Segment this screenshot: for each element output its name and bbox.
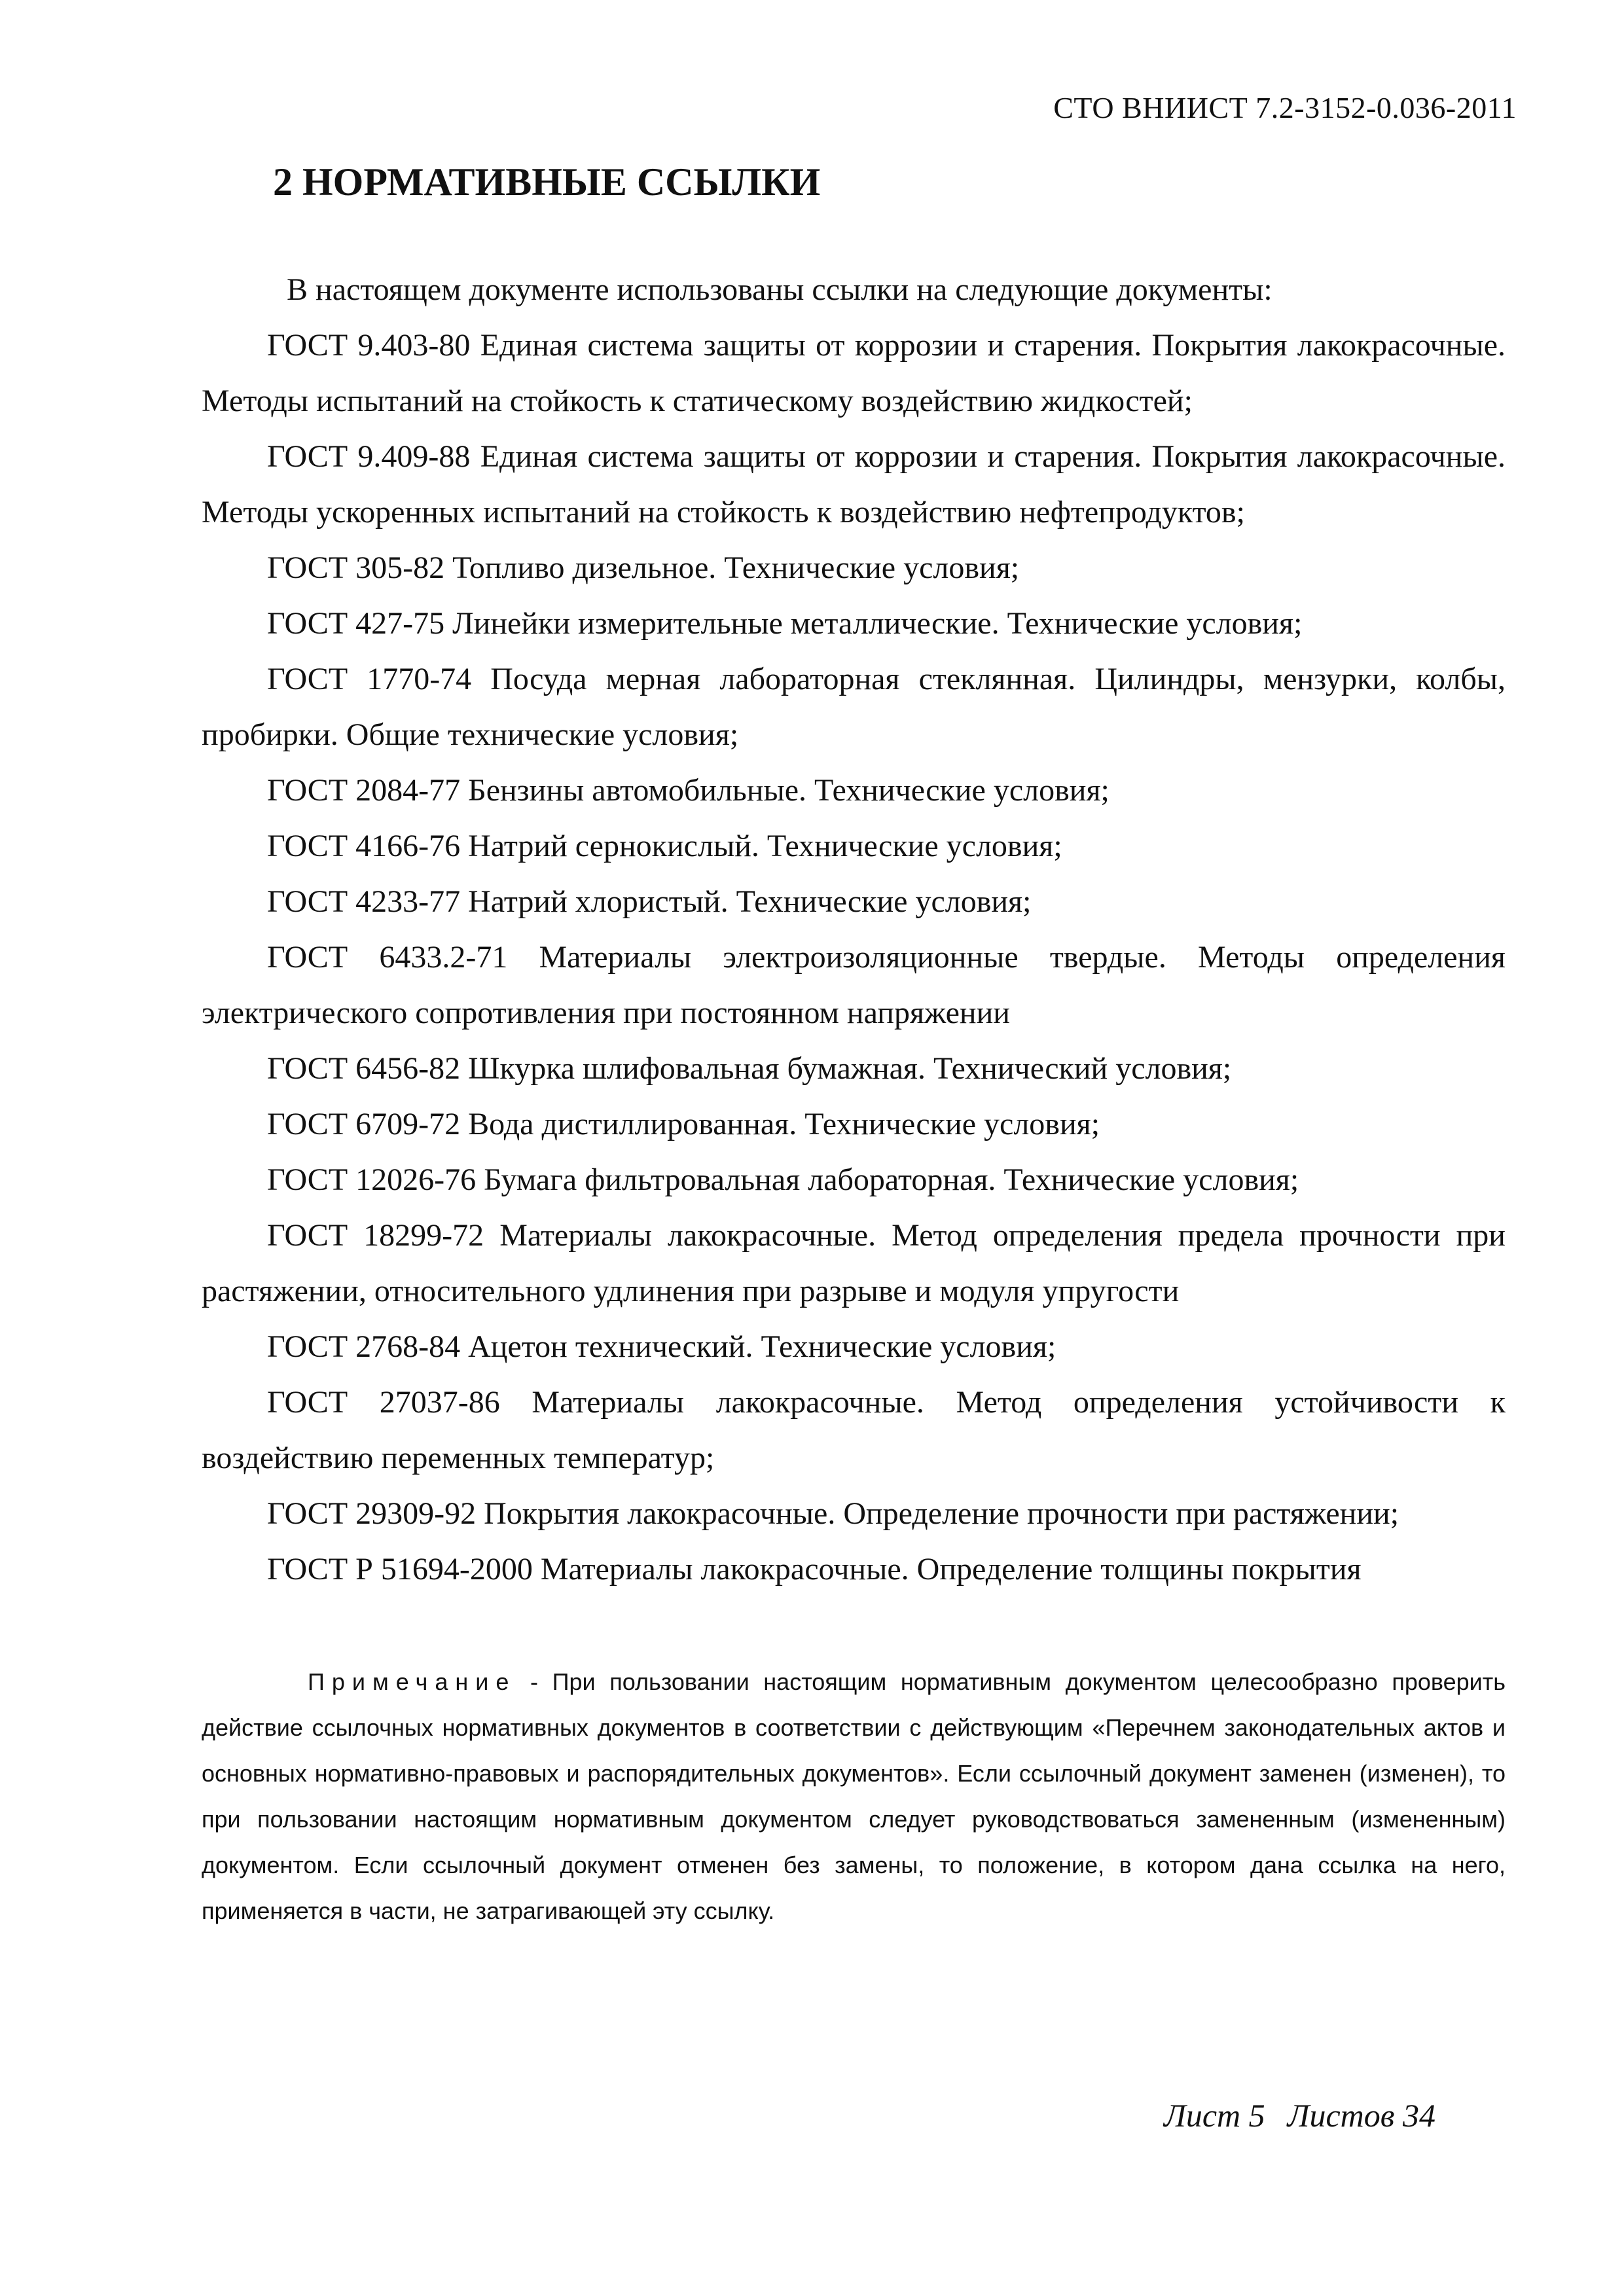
references-intro: В настоящем документе использованы ссылки на следующие документы: (287, 272, 1272, 307)
reference-item: ГОСТ 27037-86 Материалы лакокрасочные. Метод определения устойчивости к воздействию переменных температур; (202, 1385, 1506, 1475)
reference-item: ГОСТ 4166-76 Натрий сернокислый. Технические условия; (267, 829, 1062, 863)
reference-item: ГОСТ 4233-77 Натрий хлористый. Технические условия; (267, 884, 1032, 919)
sheets-total: 34 (1403, 2097, 1435, 2134)
reference-item: ГОСТ 2084-77 Бензины автомобильные. Технические условия; (267, 773, 1110, 808)
note-text: При пользовании настоящим нормативным документом целесообразно проверить действие ссылочных нормативных документов в соответствии с действующим «Перечнем законодательных актов и основных нормативно-правовых и распорядительных документов». Если ссылочный документ заменен (изменен), то при пользовании настоящим нормативным документом следует руководствоваться замененным (измененным) документом. Если ссылочный документ отменен без замены, то положение, в котором дана ссылка на него, применяется в части, не затрагивающей эту ссылку. (202, 1668, 1506, 1924)
reference-item: ГОСТ 305-82 Топливо дизельное. Технические условия; (267, 550, 1020, 585)
reference-item: ГОСТ 427-75 Линейки измерительные металлические. Технические условия; (267, 606, 1303, 641)
reference-item: ГОСТ Р 51694-2000 Материалы лакокрасочные. Определение толщины покрытия (267, 1552, 1362, 1587)
section-title: 2 НОРМАТИВНЫЕ ССЫЛКИ (273, 160, 821, 204)
reference-item: ГОСТ 6709-72 Вода дистиллированная. Технические условия; (267, 1107, 1100, 1141)
reference-item: ГОСТ 18299-72 Материалы лакокрасочные. Метод определения предела прочности при растяжении, относительного удлинения при разрыве и модуля упругости (202, 1218, 1506, 1308)
sheets-label: Листов (1287, 2097, 1395, 2134)
note-label: Примечание (308, 1668, 516, 1695)
sheet-footer (1164, 2096, 1435, 2134)
sheet-label: Лист (1163, 2097, 1241, 2134)
reference-item: ГОСТ 2768-84 Ацетон технический. Технические условия; (267, 1329, 1056, 1364)
reference-item: ГОСТ 29309-92 Покрытия лакокрасочные. Определение прочности при растяжении; (267, 1496, 1399, 1531)
reference-item: ГОСТ 9.403-80 Единая система защиты от коррозии и старения. Покрытия лакокрасочные. Методы испытаний на стойкость к статическому воздействию жидкостей; (202, 328, 1506, 418)
note-separator: - (516, 1668, 552, 1695)
sheet-number: 5 (1248, 2097, 1265, 2134)
note-paragraph (202, 1659, 1506, 1934)
reference-item: ГОСТ 12026-76 Бумага фильтровальная лабораторная. Технические условия; (267, 1162, 1299, 1197)
reference-item: ГОСТ 1770-74 Посуда мерная лабораторная стеклянная. Цилиндры, мензурки, колбы, пробирки. Общие технические условия; (202, 662, 1506, 752)
document-code: СТО ВНИИСТ 7.2-3152-0.036-2011 (1053, 91, 1517, 124)
reference-item: ГОСТ 9.409-88 Единая система защиты от коррозии и старения. Покрытия лакокрасочные. Методы ускоренных испытаний на стойкость к воздействию нефтепродуктов; (202, 439, 1506, 529)
reference-item: ГОСТ 6456-82 Шкурка шлифовальная бумажная. Технический условия; (267, 1051, 1232, 1086)
references-list (202, 262, 1506, 1597)
reference-item: ГОСТ 6433.2-71 Материалы электроизоляционные твердые. Методы определения электрического сопротивления при постоянном напряжении (202, 940, 1506, 1030)
